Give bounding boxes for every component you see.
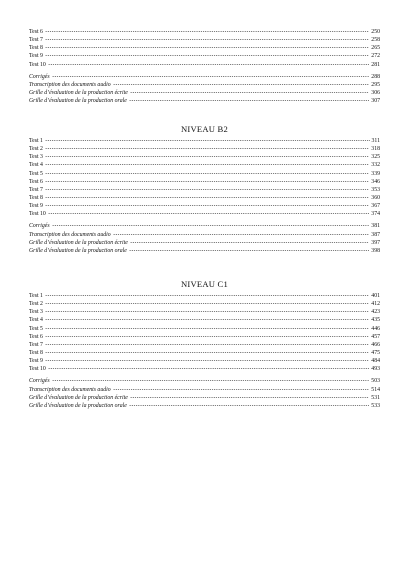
toc-entry-label: Test 4 [29,162,43,169]
toc-entry-page: 412 [371,301,380,308]
toc-entry-label: Test 6 [29,178,43,185]
toc-entry[interactable] [29,386,380,394]
toc-entry[interactable] [29,377,380,385]
toc-entry[interactable] [29,153,380,161]
dot-leader [45,189,369,190]
toc-entry[interactable] [29,137,380,145]
toc-entry[interactable] [29,231,380,239]
dot-leader [130,397,370,398]
toc-entry-page: 295 [371,81,380,88]
toc-entry-label: Test 6 [29,333,43,340]
toc-entry[interactable] [29,349,380,357]
toc-entry[interactable] [29,61,380,69]
toc-entry-page: 307 [371,98,380,105]
toc-section-b2 [29,124,380,255]
toc-entry-label: Test 4 [29,317,43,324]
toc-entry-page: 281 [371,61,380,68]
toc-entry-page: 423 [371,309,380,316]
toc-entry-label: Grille d’évaluation de la production écrite [29,239,128,246]
dot-leader [45,295,369,296]
dot-leader [45,164,369,165]
toc-entry[interactable] [29,333,380,341]
dot-leader [113,389,370,390]
toc-entry-label: Test 8 [29,45,43,52]
dot-leader [45,173,369,174]
toc-entry-label: Test 6 [29,29,43,35]
toc-section-c1 [29,279,380,410]
toc-entry-page: 332 [371,162,380,169]
toc-entry[interactable] [29,325,380,333]
toc-entry-label: Grille d’évaluation de la production écrite [29,394,128,401]
toc-entry[interactable] [29,52,380,60]
toc-entry-label: Corrigés [29,378,50,385]
toc-entry-page: 484 [371,358,380,365]
dot-leader [129,250,369,251]
toc-entry-label: Test 7 [29,37,43,44]
toc-entry-page: 346 [371,178,380,185]
toc-entry-label: Corrigés [29,223,50,230]
toc-entry[interactable] [29,28,380,36]
toc-entry-page: 493 [371,366,380,373]
toc-entry-label: Transcription des documents audio [29,231,111,238]
section-heading: NIVEAU B2 [181,124,228,134]
toc-entry-page: 514 [371,386,380,393]
dot-leader [129,405,369,406]
toc-entry[interactable] [29,36,380,44]
toc-entry-page: 397 [371,239,380,246]
toc-entry[interactable] [29,170,380,178]
dot-leader [45,31,369,32]
toc-entry[interactable] [29,202,380,210]
toc-entry-page: 398 [371,247,380,254]
toc-entry-page: 446 [371,325,380,332]
toc-entry-page: 533 [371,402,380,409]
toc-entry-label: Grille d’évaluation de la production orale [29,98,127,105]
toc-entry-label: Test 5 [29,325,43,332]
toc-entry-label: Test 1 [29,293,43,299]
toc-entry-label: Transcription des documents audio [29,81,111,88]
toc-entry-label: Test 1 [29,138,43,144]
toc-entry-page: 318 [371,146,380,153]
dot-leader [45,47,369,48]
toc-entry-label: Transcription des documents audio [29,386,111,393]
dot-leader [45,205,369,206]
dot-leader [48,368,369,369]
dot-leader [45,352,369,353]
toc-entry-label: Test 5 [29,170,43,177]
toc-entry[interactable] [29,44,380,52]
section-heading: NIVEAU C1 [181,279,228,289]
dot-leader [130,92,370,93]
dot-leader [45,39,369,40]
dot-leader [52,76,370,77]
toc-entry-page: 435 [371,317,380,324]
toc-entry-page: 381 [371,223,380,230]
dot-leader [129,100,369,101]
toc-test-list [29,28,380,69]
toc-entry[interactable] [29,365,380,373]
dot-leader [45,344,369,345]
toc-entry-label: Test 10 [29,61,46,68]
toc-entry[interactable] [29,194,380,202]
dot-leader [45,140,370,141]
toc-entry[interactable] [29,394,380,402]
toc-entry[interactable] [29,97,380,105]
toc-entry[interactable] [29,145,380,153]
toc-entry[interactable] [29,300,380,308]
toc-section-continued [29,28,380,105]
toc-entry[interactable] [29,81,380,89]
toc-extras-list [29,377,380,410]
toc-entry[interactable] [29,210,380,218]
toc-test-list [29,137,380,218]
toc-entry-label: Grille d’évaluation de la production orale [29,402,127,409]
toc-entry-label: Test 7 [29,186,43,193]
toc-entry-label: Test 8 [29,349,43,356]
toc-extras-list [29,222,380,255]
toc-entry[interactable] [29,402,380,410]
dot-leader [52,225,370,226]
toc-entry[interactable] [29,178,380,186]
toc-entry-label: Test 2 [29,301,43,308]
toc-entry-page: 475 [371,349,380,356]
toc-entry[interactable] [29,73,380,81]
toc-entry-page: 311 [371,138,380,144]
toc-entry-page: 288 [371,73,380,80]
dot-leader [130,242,370,243]
toc-entry-label: Corrigés [29,73,50,80]
toc-extras-list [29,73,380,106]
toc-entry-page: 503 [371,378,380,385]
toc-entry[interactable] [29,186,380,194]
dot-leader [45,197,369,198]
dot-leader [48,64,369,65]
toc-entry-page: 401 [371,293,380,299]
toc-entry-page: 250 [371,29,380,35]
toc-entry-page: 258 [371,37,380,44]
toc-entry[interactable] [29,247,380,255]
toc-test-list [29,292,380,373]
dot-leader [45,156,369,157]
toc-entry-label: Test 3 [29,309,43,316]
toc-entry-label: Test 2 [29,146,43,153]
toc-entry-label: Test 10 [29,366,46,373]
toc-entry[interactable] [29,308,380,316]
dot-leader [113,234,370,235]
toc-entry-page: 387 [371,231,380,238]
dot-leader [45,328,369,329]
toc-entry[interactable] [29,89,380,97]
toc-entry-label: Test 9 [29,203,43,210]
toc-entry-label: Test 9 [29,53,43,60]
toc-entry-label: Grille d’évaluation de la production écrite [29,89,128,96]
toc-entry-page: 457 [371,333,380,340]
toc-entry-page: 265 [371,45,380,52]
toc-entry-label: Test 7 [29,341,43,348]
toc-entry-label: Test 3 [29,154,43,161]
dot-leader [45,336,369,337]
toc-entry-label: Test 8 [29,194,43,201]
toc-entry-label: Test 10 [29,211,46,218]
dot-leader [52,380,370,381]
toc-entry-page: 531 [371,394,380,401]
toc-entry-page: 272 [371,53,380,60]
dot-leader [45,181,369,182]
dot-leader [45,360,369,361]
toc-entry[interactable] [29,292,380,300]
toc-entry[interactable] [29,341,380,349]
toc-entry-label: Test 9 [29,358,43,365]
toc-entry-page: 374 [371,211,380,218]
dot-leader [45,311,369,312]
dot-leader [113,84,370,85]
dot-leader [45,148,369,149]
toc-entry-label: Grille d’évaluation de la production orale [29,247,127,254]
toc-entry[interactable] [29,161,380,169]
dot-leader [45,303,369,304]
toc-entry[interactable] [29,357,380,365]
toc-entry-page: 353 [371,186,380,193]
dot-leader [48,213,369,214]
toc-entry[interactable] [29,239,380,247]
toc-entry-page: 466 [371,341,380,348]
dot-leader [45,55,369,56]
toc-entry-page: 339 [371,170,380,177]
toc-entry-page: 325 [371,154,380,161]
toc-entry-page: 306 [371,89,380,96]
toc-entry-page: 367 [371,203,380,210]
toc-entry[interactable] [29,222,380,230]
toc-entry[interactable] [29,316,380,324]
toc-entry-page: 360 [371,194,380,201]
dot-leader [45,319,369,320]
